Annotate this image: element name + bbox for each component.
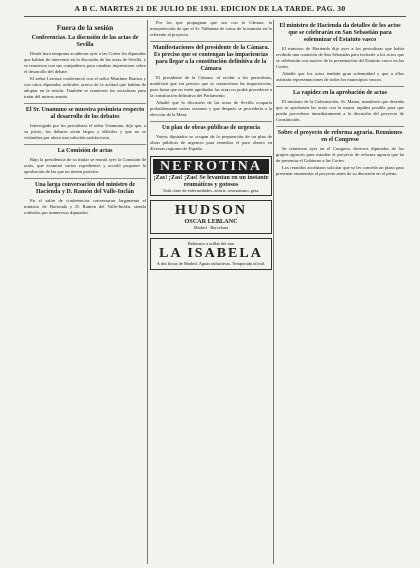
separator [24, 144, 146, 145]
paragraph: El ministro de la Gobernación, Sr. Maura, manifestó que deseaba que se aprobasen las actas con la mayor rapidez posible para que pueda procederse inmediatamente a la discusión del proyecto de Constitución. [276, 99, 404, 122]
paragraph: Desde hora temprana acudieron ayer a las Cortes los diputados que habían de intervenir en la discusión de las actas de Sevilla, y se reunieron con sus compañeros para cambiar impresiones sobre el desarrollo del debate. [24, 51, 146, 74]
headline-rapidez-actas: La rapidez en la aprobación de actas [293, 90, 387, 96]
paragraph: En el salón de conferencias conversaron largamente el ministro de Hacienda y D. Ramón del Valle-Inclán, siendo rodeados por numerosos diputados. [24, 198, 146, 215]
ad-tagline: OSCAR LEBLANC [184, 218, 238, 226]
column-2 [150, 20, 272, 564]
advertisement-nefrotina [150, 156, 272, 196]
paragraph: El presidente de la Cámara, al recibir a los periodistas, manifestó que era preciso que se contuviesen las impaciencias, pues hasta que no estén aprobadas las actas no podrá procederse a la constitución definitiva del Parlamento. [150, 75, 272, 98]
column-3 [276, 20, 404, 564]
ad-text: Madrid · Barcelona [193, 225, 229, 231]
headline-conversacion: Una larga conversación del ministro de Hacienda y D. Ramón del Valle-Inclán [34, 182, 136, 195]
separator [150, 41, 272, 42]
paragraph: Los reunidos acordaron solicitar que se les conceda un plazo para presentar enmiendas al proyecto antes de su discusión en el pleno. [276, 165, 404, 176]
masthead-title: A B C. MARTES 21 DE JULIO DE 1931. EDICION DE LA TARDE. PAG. 30 [74, 4, 346, 13]
headline-comision-actas: La Comisión de actas [57, 148, 113, 154]
paragraph: Añadió que los actos tendrán gran solemnidad y que a ellos asistirán representaciones de todos los municipios vascos. [276, 71, 404, 82]
headline-reforma-agraria: Sobre el proyecto de reforma agraria. Reuniones en el Congreso [277, 130, 403, 143]
headline-ministro-hacienda: El ministro de Hacienda da detalles de los actos que se celebrarán en San Sebastián para solemnizar el Estatuto vasco [279, 23, 401, 43]
ad-brand: LA ISABELA [159, 246, 263, 262]
paragraph: El señor Lerroux conferenció con el señor Martínez Barrios y con otros diputados radicales acerca de la actitud que habían de adoptar en la sesión. También se reunieron los socialistas para tratar del mismo asunto. [24, 76, 146, 99]
ad-text: Toda clase de enfermedades, artritis, reumatismo, gota. [162, 188, 260, 193]
advertisement-hudson [150, 200, 272, 233]
column-divider [147, 20, 148, 564]
headline-fuera-sesion: Fuera de la sesión [56, 23, 114, 32]
separator [150, 121, 272, 122]
headline-unamuno: El Sr. Unamuno se muestra pesimista respecto al desarrollo de los debates [25, 107, 145, 120]
separator [24, 103, 146, 104]
masthead-rule [24, 16, 406, 17]
ad-brand: NEFROTINA [153, 159, 269, 174]
ad-text: A dos horas de Madrid. Aguas radiactivas. Temporada oficial. [156, 261, 266, 267]
headline-conferencias: Conferencias. La discusión de las actas de Sevilla [31, 35, 139, 48]
ad-pretitle: Balneario a orillas del mar [187, 240, 235, 246]
column-1 [24, 20, 146, 564]
headline-manifestaciones: Manifestaciones del presidente de la Cámara. Es preciso que se contengan las impaciencias para llegar a la constitución definitiva de la Cámara [152, 45, 270, 72]
paragraph: Bajo la presidencia de su titular se reunió ayer la Comisión de actas, que examinó varios expedientes y acordó proponer la aprobación de las que no tienen protesta. [24, 157, 146, 174]
paragraph: Añadió que la discusión de las actas de Sevilla ocuparía probablemente varias sesiones y que después se procedería a la elección de la Mesa. [150, 100, 272, 117]
ad-brand: HUDSON [175, 203, 247, 219]
separator [24, 178, 146, 179]
column-divider [273, 20, 274, 564]
paragraph: Se reunieron ayer en el Congreso diversos diputados de los grupos agrarios para estudiar el proyecto de reforma agraria que ha de presentar el Gobierno a las Cortes. [276, 146, 404, 163]
separator [276, 126, 404, 127]
headline-plan-obras: Un plan de obras públicas de urgencia [161, 125, 261, 131]
paragraph: El ministro de Hacienda dijo ayer a los periodistas que había recibido una comisión de San Sebastián para invitarle a los actos que se celebrarán con motivo de la presentación del Estatuto vasco en las Cortes. [276, 46, 404, 69]
advertisement-la-isabela [150, 238, 272, 270]
paragraph: Interrogado por los periodistas el señor Unamuno, dijo que, a su juicio, los debates serán largos y difíciles y que no se vislumbra por ahora una solución satisfactoria. [24, 123, 146, 140]
separator [276, 86, 404, 87]
ad-tagline: ¡Zas! ¡Zas! ¡Zas! Se levantan en un instante reumáticos y gotosos [153, 174, 269, 188]
masthead [0, 4, 420, 16]
paragraph: Varios diputados se ocupan de la preparación de un plan de obras públicas de urgencia para remediar el paro obrero en diversas regiones de España. [150, 134, 272, 151]
paragraph: Por los que propugnan que sea con la Cámara, la interpretación de que el Sr. Valbuena de votos de la minoría en lo referente al proyecto. [150, 20, 272, 37]
